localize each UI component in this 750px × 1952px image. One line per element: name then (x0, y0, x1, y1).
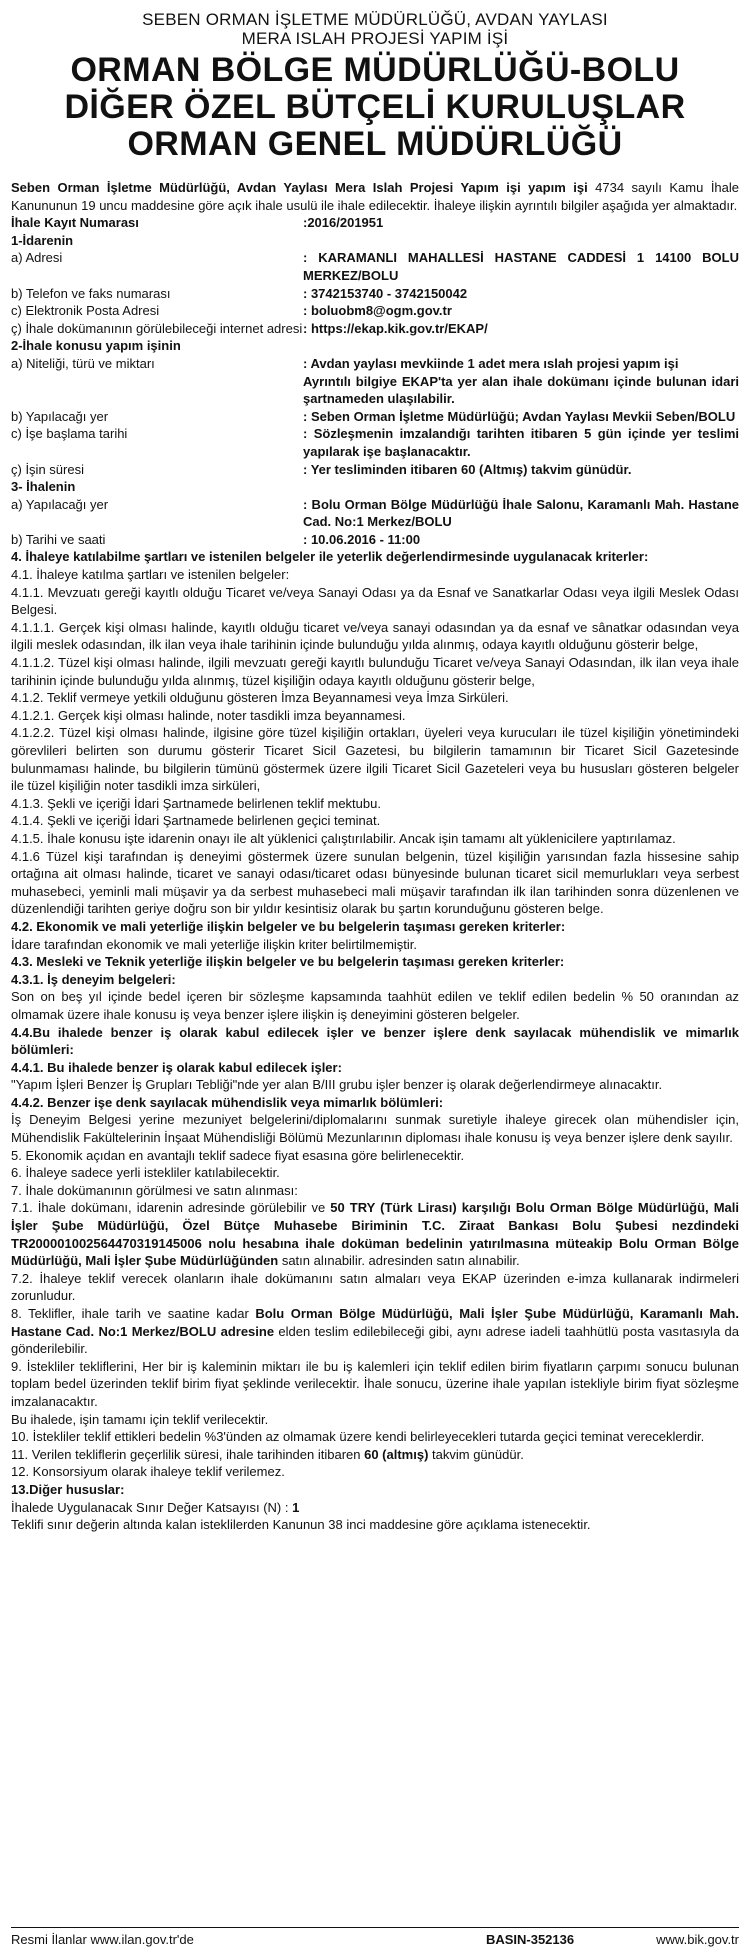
intro-paragraph (11, 179, 739, 214)
section-9-b: Bu ihalede, işin tamamı için teklif verilecektir. (11, 1411, 269, 1427)
konu-heading: 2-İhale konusu yapım işinin (11, 338, 181, 354)
section-4-3-heading: 4.3. Mesleki ve Teknik yeterliğe ilişkin belgeler ve bu belgelerin taşıması gereken kriterler: (11, 954, 565, 970)
konu-row-value: : Avdan yaylası mevkiinde 1 adet mera ıslah projesi yapım işi Ayrıntılı bilgiye EKAP'ta yer alan ihale dokümanı içinde bulunan idari şartnameden ulaşılabilir. (303, 355, 739, 407)
idare-row-label: c) Elektronik Posta Adresi (11, 303, 160, 319)
ihale-row-label: b) Tarihi ve saati (11, 531, 106, 547)
konu-row-label: a) Niteliği, türü ve miktarı (11, 355, 155, 371)
idare-row (11, 249, 739, 284)
footer-right: www.bik.gov.tr (656, 1932, 739, 1947)
section-13-heading: 13.Diğer hususlar: (11, 1481, 125, 1497)
section-7-1-b: 50 TRY (Türk Lirası) karşılığı Bolu Orman Bölge Müdürlüğü, Mali İşler Şube Müdürlüğü, Özel Bütçe Muhasebe Biriminin T.C. Ziraat Bankası Bolu Şubesi nezdindeki TR200001002564470319145006 nolu hesabına ihale doküman bedelinin yatırılmasına müteakip Bolu Orman Bölge Müdürlüğü, Mali İşler Şube Müdürlüğünden (11, 1200, 739, 1269)
ihale-row-value: : Bolu Orman Bölge Müdürlüğü İhale Salonu, Karamanlı Mah. Hastane Cad. No:1 Merkez/BOLU (303, 496, 739, 530)
idare-row-value: : KARAMANLI MAHALLESİ HASTANE CADDESİ 1 14100 BOLU MERKEZ/BOLU (303, 250, 739, 283)
section-4-1-1-2: 4.1.1.2. Tüzel kişi olması halinde, ilgili mevzuatı gereği kayıtlı bulunduğu Ticaret ve/veya Sanayi Odasından, ilk ilan veya ihale tarihinin içinde bulunduğu yılda alınmış, tüzel kişiliğin odaya kayıtlı olduğunu gösterir belge, (11, 655, 739, 688)
ihale-heading: 3- İhalenin (11, 479, 76, 495)
intro-bold: Seben Orman İşletme Müdürlüğü, Avdan Yaylası Mera Islah Projesi Yapım işi yapım işi (11, 180, 588, 195)
announcement-header (11, 10, 739, 163)
konu-row (11, 461, 739, 479)
section-4-3-1-text: Son on beş yıl içinde bedel içeren bir sözleşme kapsamında taahhüt edilen ve teklif edilen bedelin % 50 oranından az olmamak üzere ihale konusu iş veya benzer işlere ilişkin iş deneyimini gösteren belgeler. (11, 989, 739, 1022)
idare-row (11, 285, 739, 303)
konu-row-value: : Seben Orman İşletme Müdürlüğü; Avdan Yaylası Mevkii Seben/BOLU (303, 408, 736, 424)
section-4-1-3: 4.1.3. Şekli ve içeriği İdari Şartnamede belirlenen teklif mektubu. (11, 795, 381, 811)
section-4-1-5: 4.1.5. İhale konusu işte idarenin onayı ile alt yüklenici çalıştırılabilir. Ancak işin tamamı alt yüklenicilere yaptırılamaz. (11, 830, 676, 846)
section-4-1-4: 4.1.4. Şekli ve içeriği İdari Şartnamede belirlenen geçici teminat. (11, 813, 381, 829)
ihale-row-label: a) Yapılacağı yer (11, 496, 109, 512)
konu-row (11, 355, 739, 408)
section-7-2: 7.2. İhaleye teklif verecek olanların ihale dokümanını satın almaları veya EKAP üzerinden e-imza kullanarak indirmeleri zorunludur. (11, 1270, 739, 1304)
section-11-b: 60 (altmış) (364, 1446, 429, 1462)
idare-rows (11, 249, 739, 337)
section-4-1-2-1: 4.1.2.1. Gerçek kişi olması halinde, noter tasdikli imza beyannamesi. (11, 707, 406, 723)
idare-row-value: : https://ekap.kik.gov.tr/EKAP/ (303, 320, 488, 336)
section-5: 5. Ekonomik açıdan en avantajlı teklif sadece fiyat esasına göre belirlenecektir. (11, 1147, 465, 1163)
section-4-1-2: 4.1.2. Teklif vermeye yetkili olduğunu gösteren İmza Beyannamesi veya İmza Sirküleri. (11, 690, 509, 706)
konu-row-value: : Yer tesliminden itibaren 60 (Altmış) takvim günüdür. (303, 461, 632, 477)
section-7: 7. İhale dokümanının görülmesi ve satın alınması: (11, 1182, 298, 1198)
section-4-4-1-heading: 4.4.1. Bu ihalede benzer iş olarak kabul edilecek işler: (11, 1059, 342, 1075)
section-11 (11, 1446, 739, 1464)
header-line-1: SEBEN ORMAN İŞLETME MÜDÜRLÜĞÜ, AVDAN YAYLASI (142, 10, 608, 29)
kayit-label: İhale Kayıt Numarası (11, 215, 139, 231)
section-4-2-text: İdare tarafından ekonomik ve mali yeterliğe ilişkin kriter belirtilmemiştir. (11, 936, 418, 952)
header-line-2: MERA ISLAH PROJESİ YAPIM İŞİ (241, 29, 509, 48)
section-8-b: Bolu Orman Bölge Müdürlüğü, Mali İşler Şube Müdürlüğü, Karamanlı Mah. Hastane Cad. No:1 Merkez/BOLU adresine (11, 1306, 739, 1339)
ihale-row-value: : 10.06.2016 - 11:00 (303, 531, 421, 547)
idare-row-label: b) Telefon ve faks numarası (11, 285, 171, 301)
section-4-1-6: 4.1.6 Tüzel kişi tarafından iş deneyimi göstermek üzere sunulan belgenin, tüzel kişiliğin yarısından fazla hissesine sahip ortağına ait olması halinde, ticaret ve sanayi odası/ticaret odası bünyesinde bulunan ticaret sicil memurlukları veya serbest muhasebeci, yeminli mali müşavir ya da serbest muhasebeci mali müşavir tarafından ilk ilan tarihinden sonra düzenlenen ve düzenlendiği tarihten geriye doğru son bir yıldır kesintisiz olarak bu şartın korunduğunu gösteren belge. (11, 848, 739, 917)
konu-row-label: b) Yapılacağı yer (11, 408, 109, 424)
section-4-4-2-text: İş Deneyim Belgesi yerine mezuniyet belgelerini/diplomalarını sunmak suretiyle ihaleye girecek olan mühendisler için, Mühendislik Fakültelerinin İnşaat Mühendisliği Bölümü Mezunlarının diploması ihale konusu iş veya benzer işlere denk sayılır. (11, 1112, 739, 1146)
konu-row-label: c) İşe başlama tarihi (11, 426, 128, 442)
section-4-3-1-heading: 4.3.1. İş deneyim belgeleri: (11, 971, 176, 987)
section-11-c: takvim günüdür. (428, 1446, 524, 1462)
section-7-1-a: 7.1. İhale dokümanı, idarenin adresinde görülebilir ve (11, 1200, 331, 1216)
header-title-3: ORMAN GENEL MÜDÜRLÜĞÜ (127, 125, 623, 163)
section-4-4-heading: 4.4.Bu ihalede benzer iş olarak kabul edilecek işler ve benzer işlere denk sayılacak mühendislik ve mimarlık bölümleri: (11, 1024, 739, 1058)
idare-row (11, 320, 739, 338)
konu-row-label: ç) İşin süresi (11, 461, 84, 477)
section-4-1: 4.1. İhaleye katılma şartları ve istenilen belgeler: (11, 567, 290, 583)
footer-press-code: BASIN-352136 (485, 1932, 575, 1947)
section-9: 9. İstekliler tekliflerini, Her bir iş kaleminin miktarı ile bu iş kalemleri için teklif edilen birim fiyatların çarpımı sonucu bulunan toplam bedel üzerinden teklif birim fiyat şeklinde verilecektir. İhale sonucu, üzerine ihale yapılan istekliyle birim fiyat sözleşme imzalanacaktır. (11, 1358, 739, 1409)
announcement-footer (11, 1927, 739, 1948)
konu-rows (11, 355, 739, 478)
section-4-heading: 4. İhaleye katılabilme şartları ve istenilen belgeler ile yeterlik değerlendirmesinde uygulanacak kriterler: (11, 549, 649, 565)
intro-rest: 4734 sayılı Kamu İhale Kanununun 19 uncu maddesine göre açık ihale usulü ile ihale edilecektir. İhaleye ilişkin ayrıntılı bilgiler aşağıda yer almaktadır. (11, 180, 740, 213)
kayit-value: :2016/201951 (303, 215, 384, 231)
section-13-b: Teklifi sınır değerin altında kalan isteklilerden Kanunun 38 inci maddesine göre açıklama istenecektir. (11, 1517, 591, 1533)
section-4-1-1-1: 4.1.1.1. Gerçek kişi olması halinde, kayıtlı olduğu ticaret ve/veya sanayi odasından ya da esnaf ve sânatkar odasından veya ilgili meslek odasından, ilk ilan veya ihale tarihinin içinde bulunduğu yılda alınmış, odaya kayıtlı olduğunu gösterir belge, (11, 619, 739, 653)
konu-row (11, 408, 739, 426)
section-13-a-value: 1 (292, 1499, 300, 1515)
section-13-a-label: İhalede Uygulanacak Sınır Değer Katsayısı (N) : (11, 1499, 293, 1515)
idare-row-value: : boluobm8@ogm.gov.tr (303, 303, 452, 319)
section-4-4-1-text: "Yapım İşleri Benzer İş Grupları Tebliği"nde yer alan B/III grubu işler benzer iş olarak değerlendirmeye alınacaktır. (11, 1077, 663, 1093)
idare-row-label: ç) İhale dokümanının görülebileceği internet adresi (11, 320, 303, 336)
section-11-a: 11. Verilen tekliflerin geçerlilik süresi, ihale tarihinden itibaren (11, 1446, 365, 1462)
section-12: 12. Konsorsiyum olarak ihaleye teklif verilemez. (11, 1464, 285, 1480)
konu-row (11, 425, 739, 460)
ihale-rows (11, 496, 739, 549)
footer-left: Resmi İlanlar www.ilan.gov.tr'de (11, 1932, 194, 1947)
section-8 (11, 1305, 739, 1358)
ihale-row (11, 496, 739, 531)
section-4-2-heading: 4.2. Ekonomik ve mali yeterliğe ilişkin belgeler ve bu belgelerin taşıması gereken kriterler: (11, 918, 566, 934)
section-8-c: elden teslim edilebileceği gibi, aynı adrese iadeli taahhütlü posta vasıtasıyla da gönderilebilir. (11, 1323, 739, 1357)
section-4-4-2-heading: 4.4.2. Benzer işe denk sayılacak mühendislik veya mimarlık bölümleri: (11, 1094, 444, 1110)
section-4-1-1: 4.1.1. Mevzuatı gereği kayıtlı olduğu Ticaret ve/veya Sanayi Odası ya da Esnaf ve Sanatkarlar Odası veya ilgili Meslek Odası Belgesi. (11, 584, 739, 618)
section-7-1 (11, 1199, 739, 1269)
idare-row (11, 302, 739, 320)
header-title-2: DİĞER ÖZEL BÜTÇELİ KURULUŞLAR (64, 88, 686, 126)
kayit-row (11, 214, 739, 232)
ihale-row (11, 531, 739, 549)
idare-heading: 1-İdarenin (11, 232, 74, 248)
section-8-a: 8. Teklifler, ihale tarih ve saatine kadar (11, 1306, 256, 1321)
header-title-1: ORMAN BÖLGE MÜDÜRLÜĞÜ-BOLU (70, 51, 680, 89)
idare-row-value: : 3742153740 - 3742150042 (303, 285, 468, 301)
section-4-1-2-2: 4.1.2.2. Tüzel kişi olması halinde, ilgisine göre tüzel kişiliğin ortakları, üyeleri veya kurucuları ile tüzel kişiliğin yönetimindeki görevlileri belirten son durumu gösterir Ticaret Sicil Gazetesi, bu bilgilerin tamamının bir Ticaret Sicil Gazetesinde bulunmaması halinde, bu bilgilerin tümünü göstermek üzere ilgili Ticaret Sicil Gazeteleri veya bu hususları gösteren belgeler ile tüzel kişiliğin noter tasdikli imza sirküleri, (11, 725, 739, 794)
section-13-a (11, 1499, 739, 1517)
konu-row-value: : Sözleşmenin imzalandığı tarihten itibaren 5 gün içinde yer teslimi yapılarak işe başlanacaktır. (303, 426, 739, 459)
section-6: 6. İhaleye sadece yerli istekliler katılabilecektir. (11, 1165, 280, 1181)
section-10: 10. İstekliler teklif ettikleri bedelin %3'ünden az olmamak üzere kendi belirleyecekleri tutarda geçici teminat vereceklerdir. (11, 1429, 705, 1445)
section-7-1-c: satın alınabilir. adresinden satın alınabilir. (278, 1253, 520, 1269)
idare-row-label: a) Adresi (11, 250, 63, 266)
